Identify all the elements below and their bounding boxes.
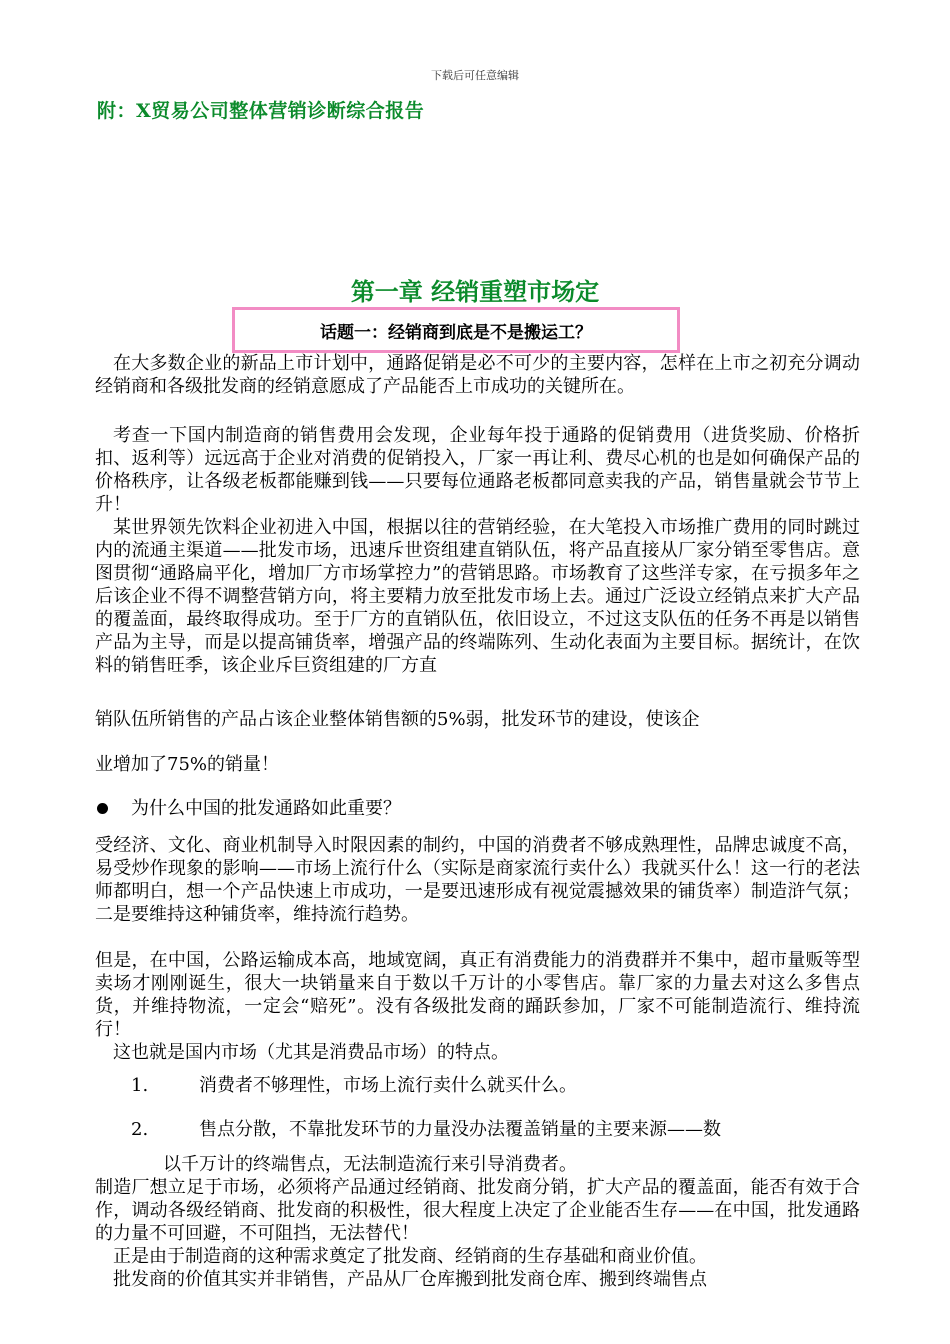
paragraph-1: 在大多数企业的新品上市计划中，通路促销是必不可少的主要内容，怎样在上市之初充分调动经销商和各级批发商的经销意愿成了产品能否上市成功的关键所在。 — [95, 353, 860, 397]
list-item-1-number: 1. — [131, 1075, 149, 1096]
bullet-dot — [97, 803, 108, 814]
bullet-question: 为什么中国的批发通路如此重要？ — [131, 798, 401, 819]
paragraph-9: 批发商的价值其实并非销售，产品从厂仓库搬到批发商仓库、搬到终端售点 — [113, 1269, 707, 1290]
paragraph-2: 考查一下国内制造商的销售费用会发现，企业每年投于通路的促销费用（进货奖励、价格折扣、返利等）远远高于企业对消费的促销投入，厂家一再让利、费尽心机的也是如何确保产品的价格秩序，让各级老板都能赚到钱——只要每位通路老板都同意卖我的产品，销售量就会节节上升！ — [95, 425, 860, 515]
paragraph-7: 制造厂想立足于市场，必须将产品通过经销商、批发商分销，扩大产品的覆盖面，能否有效于合作，调动各级经销商、批发商的积极性，很大程度上决定了企业能否生存——在中国，批发通路的力量不可回避，不可阻挡，无法替代！ — [95, 1177, 860, 1244]
chapter-title: 第一章 经销重塑市场定 — [350, 277, 600, 306]
paragraph-3-line-2: 销队伍所销售的产品占该企业整体销售额的5%弱，批发环节的建设，使该企 — [95, 709, 700, 730]
paragraph-3: 某世界领先饮料企业初进入中国，根据以往的营销经验，在大笔投入市场推广费用的同时跳过内的流通主渠道——批发市场，迅速斥世资组建直销队伍，将产品直接从厂家分销至零售店。意图贯彻“通路扁平化，增加厂方市场掌控力”的营销思路。市场教育了这些洋专家，在亏损多年之后该企业不得不调整营销方向，将主要精力放至批发市场上去。通过广泛设立经销点来扩大产品的覆盖面，最终取得成功。至于厂方的直销队伍，依旧设立，不过这支队伍的任务不再是以销售产品为主导，而是以提高铺货率，增强产品的终端陈列、生动化表面为主要目标。据统计，在饮料的销售旺季，该企业斥巨资组建的厂方直 — [95, 517, 860, 676]
paragraph-4: 受经济、文化、商业机制导入时限因素的制约，中国的消费者不够成熟理性，品牌忠诚度不高，易受炒作现象的影响——市场上流行什么（实际是商家流行卖什么）我就买什么！这一行的老法师都明白，想一个产品快速上市成功，一是要迅速形成有视觉震撼效果的铺货率）制造浒气氛；二是要维持这种铺货率，维持流行趋势。 — [95, 835, 860, 925]
paragraph-6: 这也就是国内市场（尤其是消费品市场）的特点。 — [113, 1042, 509, 1063]
topic-title: 话题一：经销商到底是不是搬运工？ — [320, 323, 592, 343]
list-item-2-continuation: 以千万计的终端售点，无法制造流行来引导消费者。 — [163, 1154, 577, 1175]
list-item-2-text: 售点分散，不靠批发环节的力量没办法覆盖销量的主要来源——数 — [199, 1119, 721, 1140]
list-item-1-text: 消费者不够理性，市场上流行卖什么就买什么。 — [199, 1075, 577, 1096]
list-item-2-number: 2. — [131, 1119, 149, 1140]
paragraph-5: 但是，在中国，公路运输成本高，地域宽阔，真正有消费能力的消费群并不集中，超市量贩等型卖场才刚刚诞生，很大一块销量来自于数以千万计的小零售店。靠厂家的力量去对这么多售点货，并维持物流，一定会“赔死”。没有各级批发商的踊跃参加，厂家不可能制造流行、维持流行！ — [95, 950, 860, 1040]
document-title: 附：X贸易公司整体营销诊断综合报告 — [97, 100, 425, 122]
paragraph-8: 正是由于制造商的这种需求奠定了批发商、经销商的生存基础和商业价值。 — [113, 1246, 707, 1267]
paragraph-3-line-3: 业增加了75%的销量！ — [95, 754, 280, 775]
header-note: 下载后可任意编辑 — [431, 69, 519, 82]
